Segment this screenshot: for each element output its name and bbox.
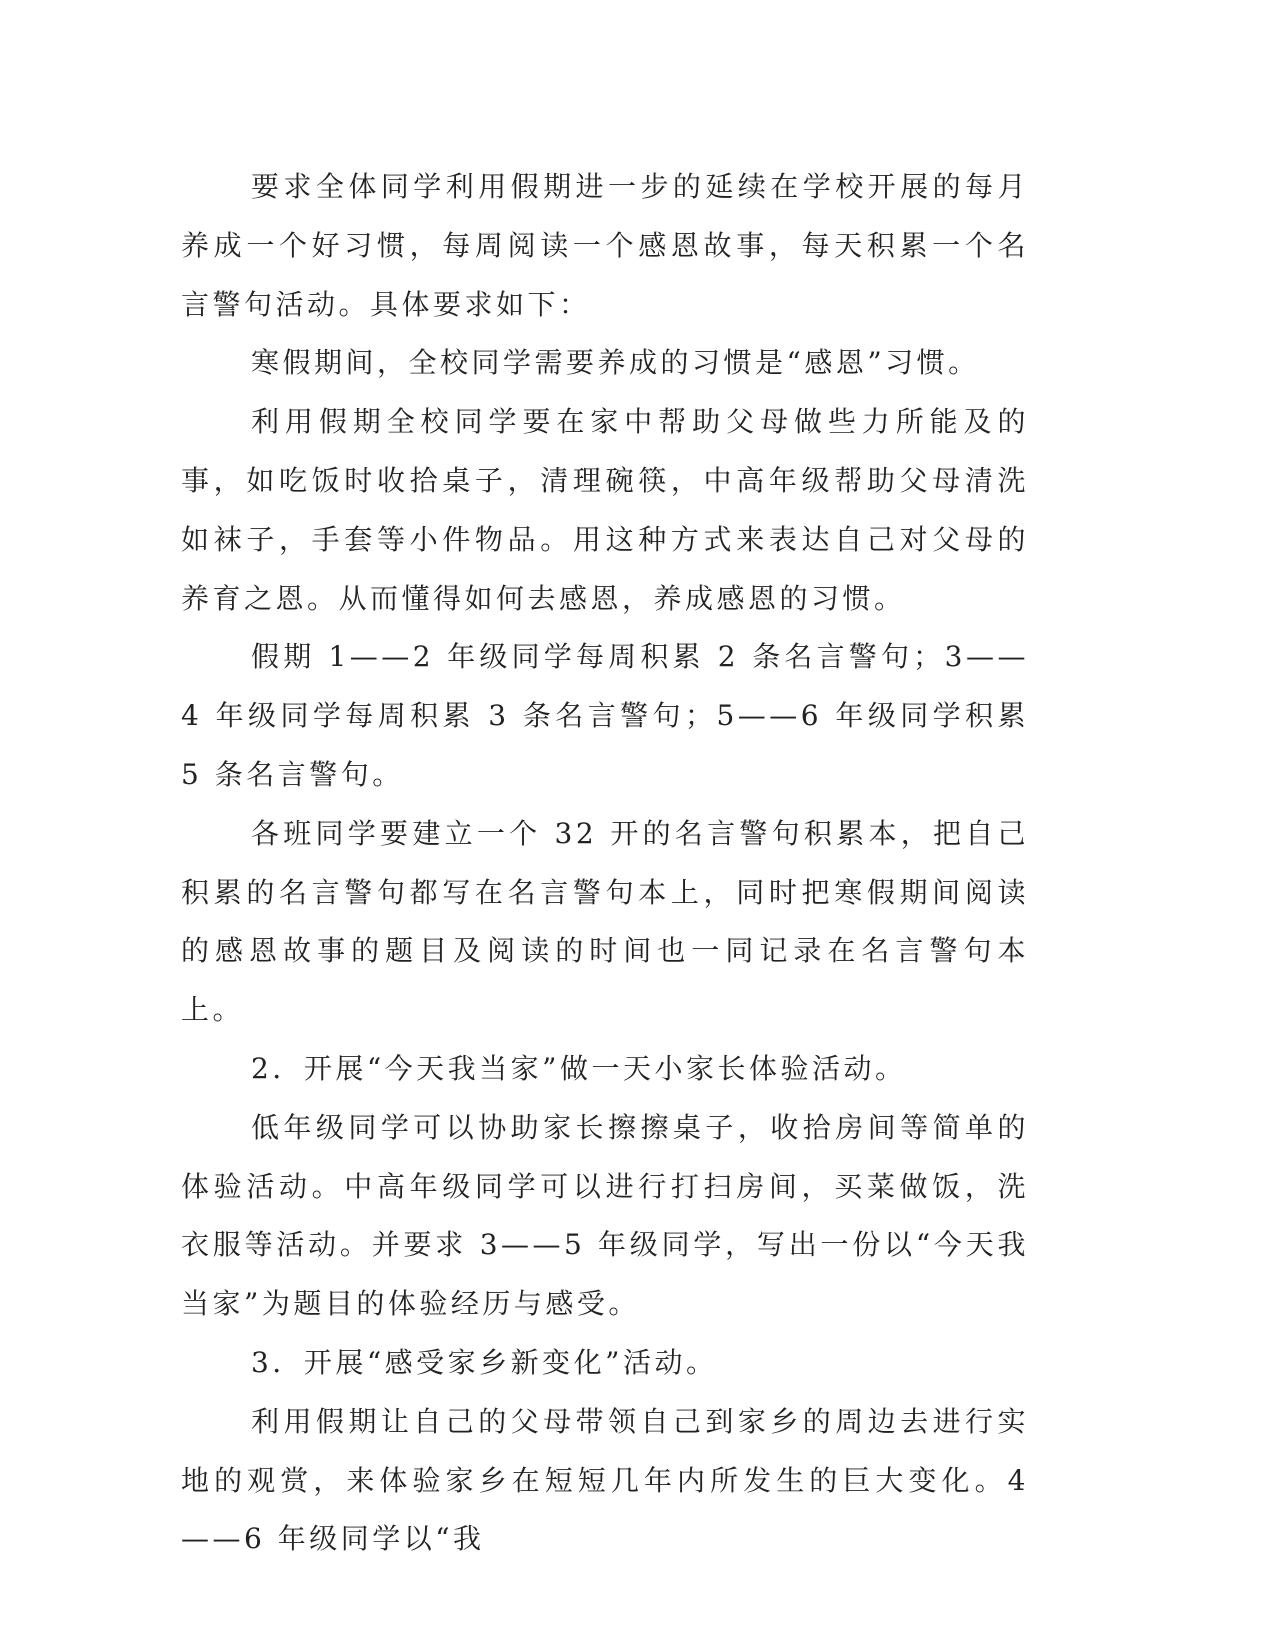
document-body	[181, 158, 1029, 1569]
paragraph-hometown-visit: 利用假期让自己的父母带领自己到家乡的周边去进行实地的观赏，来体验家乡在短短几年内所发生的巨大变化。4——6 年级同学以“我	[181, 1404, 1029, 1556]
paragraph-home-activity: 低年级同学可以协助家长擦擦桌子，收拾房间等简单的体验活动。中高年级同学可以进行打扫房间，买菜做饭，洗衣服等活动。并要求 3——5 年级同学，写出一份以“今天我当家”为题目的体验经历与感受。	[181, 1110, 1029, 1321]
paragraph-habit-intro: 要求全体同学利用假期进一步的延续在学校开展的每月养成一个好习惯，每周阅读一个感恩故事，每天积累一个名言警句活动。具体要求如下：	[181, 170, 1029, 321]
paragraph-gratitude-habit: 寒假期间，全校同学需要养成的习惯是“感恩”习惯。	[251, 346, 980, 380]
paragraph-help-parents: 利用假期全校同学要在家中帮助父母做些力所能及的事，如吃饭时收拾桌子，清理碗筷，中高年级帮助父母清洗如袜子，手套等小件物品。用这种方式来表达自己对父母的养育之恩。从而懂得如何去感恩，养成感恩的习惯。	[181, 405, 1029, 615]
paragraph-item-3-heading: 3．开展“感受家乡新变化”活动。	[251, 1345, 718, 1379]
paragraph-quote-quota: 假期 1——2 年级同学每周积累 2 条名言警句；3——4 年级同学每周积累 3 条名言警句；5——6 年级同学积累 5 条名言警句。	[181, 640, 1029, 791]
paragraph-quote-notebook: 各班同学要建立一个 32 开的名言警句积累本，把自己积累的名言警句都写在名言警句本上，同时把寒假期间阅读的感恩故事的题目及阅读的时间也一同记录在名言警句本上。	[181, 816, 1029, 1027]
paragraph-item-2-heading: 2．开展“今天我当家”做一天小家长体验活动。	[251, 1051, 907, 1085]
